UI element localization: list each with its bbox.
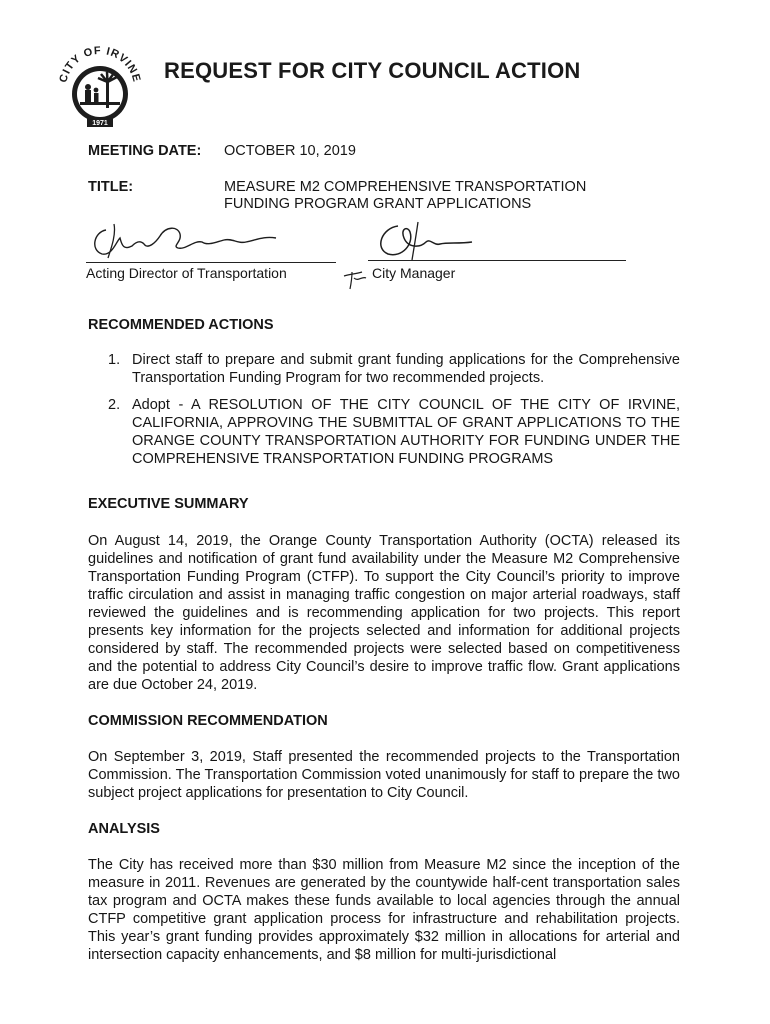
recommended-action-item: 1. Direct staff to prepare and submit grant funding applications for the Comprehensive Transportation Funding Program for two recommended projects. xyxy=(108,352,680,386)
recommended-action-item: 2. Adopt - A RESOLUTION OF THE CITY COUNCIL OF THE CITY OF IRVINE, CALIFORNIA, APPROVING THE SUBMITTAL OF GRANT APPLICATIONS TO THE ORANGE COUNTY TRANSPORTATION AUTHORITY FOR FUNDING UNDER THE COMPREHENSIVE TRANSPORTATION FUNDING PROGRAMS xyxy=(108,397,680,467)
svg-text:CITY OF IRVINE: CITY OF IRVINE xyxy=(57,44,143,84)
document-title: REQUEST FOR CITY COUNCIL ACTION xyxy=(164,58,581,83)
recommended-actions-heading: RECOMMENDED ACTIONS xyxy=(88,317,274,333)
meeting-date-label: MEETING DATE: xyxy=(88,143,202,159)
svg-text:1971: 1971 xyxy=(92,120,108,127)
meeting-date-value: OCTOBER 10, 2019 xyxy=(224,143,356,159)
commission-recommendation-heading: COMMISSION RECOMMENDATION xyxy=(88,713,328,729)
executive-summary-heading: EXECUTIVE SUMMARY xyxy=(88,496,249,512)
director-signature-line xyxy=(86,262,336,263)
city-seal-logo xyxy=(50,40,150,128)
city-manager-signature xyxy=(368,218,478,264)
director-caption: Acting Director of Transportation xyxy=(86,265,287,281)
city-manager-caption: City Manager xyxy=(372,265,456,281)
title-label: TITLE: xyxy=(88,179,134,195)
recommended-actions-list xyxy=(108,351,680,477)
recommended-action-text: Adopt - A RESOLUTION OF THE CITY COUNCIL OF THE CITY OF IRVINE, CALIFORNIA, APPROVING THE SUBMITTAL OF GRANT APPLICATIONS TO THE ORANGE COUNTY TRANSPORTATION AUTHORITY FOR FUNDING UNDER THE COMPREHENSIVE TRANSPORTATION FUNDING PROGRAMS xyxy=(132,397,680,467)
recommended-action-text: Direct staff to prepare and submit grant funding applications for the Comprehensive Transportation Funding Program for two recommended projects. xyxy=(132,352,680,386)
title-value-line2: FUNDING PROGRAM GRANT APPLICATIONS xyxy=(224,196,532,212)
initials-mark xyxy=(342,268,368,290)
executive-summary-text: On August 14, 2019, the Orange County Transportation Authority (OCTA) released its guidelines and notification of grant fund availability under the Measure M2 Comprehensive Transportation Funding Program (CTFP). To support the City Council’s priority to improve traffic circulation and assist in managing traffic congestion on major arterial roadways, staff reviewed the guidelines and is recommending application for two projects. This report presents key information for the projects selected and information for additional projects considered by staff. The recommended projects were selected based on competitiveness and the potential to address City Council’s desire to improve traffic flow. Grant applications are due October 24, 2019. xyxy=(88,533,680,693)
analysis-heading: ANALYSIS xyxy=(88,821,160,837)
director-signature xyxy=(86,220,286,262)
title-value-line1: MEASURE M2 COMPREHENSIVE TRANSPORTATION xyxy=(224,179,587,195)
analysis-text: The City has received more than $30 million from Measure M2 since the inception of the measure in 2011. Revenues are generated by the countywide half-cent transportation sales tax program and OCTA makes these funds available to local agencies through the annual CTFP competitive grant application process for infrastructure and rehabilitation projects. This year’s grant funding provides approximately $32 million in allocations for arterial and intersection capacity enhancements, and $8 million for multi-jurisdictional xyxy=(88,857,680,963)
commission-recommendation-text: On September 3, 2019, Staff presented the recommended projects to the Transportation Commission. The Transportation Commission voted unanimously for staff to prepare the two subject project applications for presentation to City Council. xyxy=(88,749,680,801)
city-manager-signature-line xyxy=(368,260,626,261)
